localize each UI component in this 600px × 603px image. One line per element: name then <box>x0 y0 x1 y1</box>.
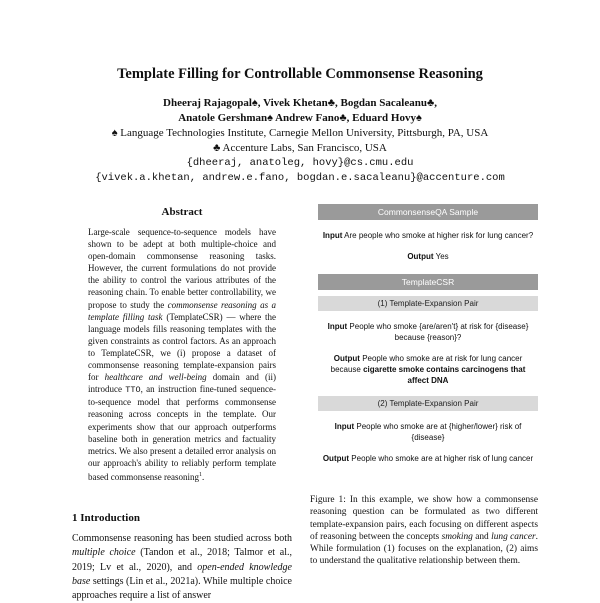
abstract-text-1: Large-scale sequence-to-sequence models have shown to be adept at both multiple-choice and open-domain commonsense reasoning tasks. However, the current formulations do not provide the ability to control the various attributes of the reasoning chain. To enable better controllability, we propose to study the <box>88 227 276 310</box>
email-line-1: {dheeraj, anatoleg, hovy}@cs.cmu.edu <box>186 157 414 169</box>
caption-text-1: Figure 1: In this example, we show how a commonsense reasoning question can be formulated as two different template-expansion pairs, each focusing on different aspects of reasoning between the concepts <box>310 495 538 542</box>
intro-emphasis-2: open-ended knowledge base <box>72 561 292 587</box>
abstract-text-2: (TemplateCSR) — where the language models fills reasoning templates with the given constraints as control factors. As an approach to TemplateCSR, we (i) propose a dataset of commonsense reasoning template-expansion pairs for <box>88 311 276 383</box>
intro-text-3: settings (Lin et al., 2021a). While multiple choice approaches require a list of answer <box>72 575 292 602</box>
figure-1 <box>318 204 538 474</box>
qa-input-label: Input <box>322 231 343 240</box>
affiliation-1: ♠ Language Technologies Institute, Carnegie Mellon University, Pittsburgh, PA, USA <box>111 127 489 139</box>
pair-1-output-text: People who smoke are at risk for lung cancer because <box>330 354 523 374</box>
email-line-2: {vivek.a.khetan, andrew.e.fano, bogdan.e.sacaleanu}@accenture.com <box>95 172 505 184</box>
qa-output-text: Yes <box>435 252 449 261</box>
author-line-2: Anatole Gershman♠ Andrew Fano♣, Eduard Hovy♠ <box>178 112 422 124</box>
pair-2-header: (2) Template-Expansion Pair <box>318 396 538 411</box>
pair-1-output-reason: cigarette smoke contains carcinogens that affect DNA <box>363 365 526 385</box>
pair-1-output-row <box>322 353 534 386</box>
pair-1-input-label: Input <box>327 322 348 331</box>
qa-input-text: Are people who smoke at higher risk for lung cancer? <box>344 231 534 240</box>
pair-1-header: (1) Template-Expansion Pair <box>318 296 538 311</box>
abstract-text-3: domain and (ii) introduce <box>88 372 276 395</box>
model-name: TTO <box>125 385 141 396</box>
templatecsr-header: TemplateCSR <box>318 274 538 290</box>
introduction-body <box>72 532 292 603</box>
pair-2-input-row <box>322 421 534 443</box>
pair-2-input-text: People who smoke are at {higher/lower} risk of {disease} <box>356 422 522 442</box>
qa-output-row <box>322 251 534 262</box>
qa-output-label: Output <box>407 252 434 261</box>
abstract-end: . <box>201 471 205 482</box>
pair-1-input-row <box>322 321 534 343</box>
affiliation-2: ♣ Accenture Labs, San Francisco, USA <box>213 142 387 154</box>
qa-input-row <box>322 230 534 241</box>
section-heading-introduction: 1 Introduction <box>72 512 140 524</box>
intro-text-1: Commonsense reasoning has been studied across both <box>72 533 292 544</box>
caption-emphasis-1: smoking <box>441 531 473 542</box>
footnote-mark[interactable]: 1 <box>198 471 202 478</box>
abstract-emphasis-1: commonsense reasoning as a template filling task <box>88 299 276 322</box>
qa-sample-header: CommonsenseQA Sample <box>318 204 538 220</box>
author-line-1: Dheeraj Rajagopal♠, Vivek Khetan♣, Bogdan Sacaleanu♣, <box>163 97 437 109</box>
pair-1-output-label: Output <box>333 354 360 363</box>
intro-emphasis-1: multiple choice <box>72 547 136 559</box>
pair-2-output-text: People who smoke are at higher risk of lung cancer <box>351 454 534 463</box>
caption-emphasis-2: lung cancer <box>491 531 536 542</box>
pair-2-input-label: Input <box>334 422 355 431</box>
intro-text-2: (Tandon et al., 2018; Talmor et al., 2019; Lv et al., 2020), and <box>72 547 292 573</box>
abstract-heading: Abstract <box>161 206 203 218</box>
abstract-text-4: , an instruction fine-tuned sequence-to-sequence model that performs commonsense reasoning across concepts in the template. Our experiments show that our approach outperforms baseline both in generation metrics and factuality metrics. We also present a detailed error analysis on our approach's ability to reliably perform template based commonsense reasoning <box>88 384 276 482</box>
pair-2-output-row <box>322 453 534 464</box>
author-block <box>0 96 600 186</box>
paper-title: Template Filling for Controllable Commonsense Reasoning <box>117 66 483 82</box>
abstract-body <box>88 226 276 483</box>
figure-1-caption <box>310 494 538 568</box>
caption-text-3: . While formulation (1) focuses on the explanation, (2) aims to understand the qualitative relationship between them. <box>310 531 538 567</box>
pair-1-input-text: People who smoke {are/aren't} at risk for {disease} because {reason}? <box>349 322 529 342</box>
abstract-emphasis-2: healthcare and well-being <box>104 372 207 383</box>
caption-text-2: and <box>472 531 492 542</box>
pair-2-output-label: Output <box>322 454 350 463</box>
